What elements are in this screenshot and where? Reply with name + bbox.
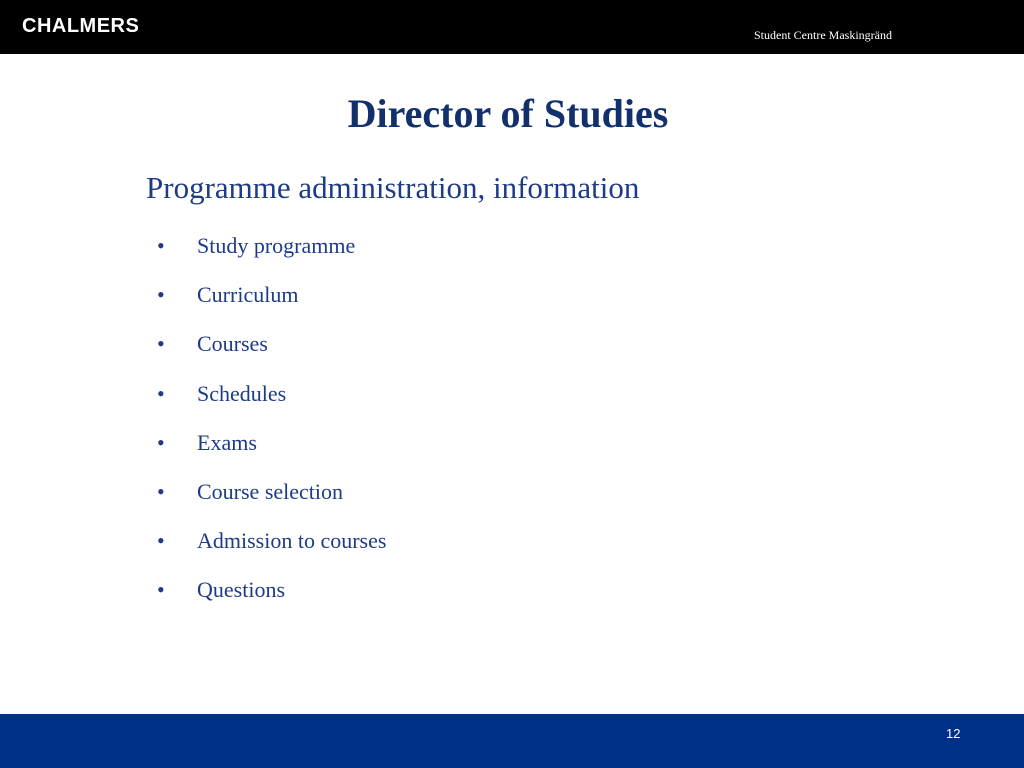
list-item bbox=[0, 476, 600, 525]
header-bar bbox=[0, 0, 1024, 54]
list-item bbox=[0, 574, 600, 623]
list-item-text: Questions bbox=[197, 577, 285, 603]
bullet-icon: • bbox=[157, 331, 165, 357]
list-item bbox=[0, 279, 600, 328]
header-caption: Student Centre Maskingränd bbox=[754, 28, 892, 42]
bullet-icon: • bbox=[157, 528, 165, 554]
chalmers-logo: CHALMERS bbox=[22, 15, 140, 37]
footer-bar bbox=[0, 714, 1024, 768]
bullet-icon: • bbox=[157, 233, 165, 258]
bullet-icon: • bbox=[157, 478, 165, 504]
list-item bbox=[0, 525, 600, 574]
list-item bbox=[0, 427, 600, 476]
list-item bbox=[0, 328, 600, 377]
list-item bbox=[0, 378, 600, 427]
bullet-icon: • bbox=[157, 282, 165, 308]
list-item-text: Study programme bbox=[197, 233, 356, 258]
list-item bbox=[0, 230, 600, 279]
list-item-text: Schedules bbox=[197, 380, 287, 406]
list-item-text: Exams bbox=[197, 429, 257, 455]
bullet-icon: • bbox=[157, 577, 165, 603]
list-item-text: Courses bbox=[197, 331, 268, 357]
list-item-text: Admission to courses bbox=[197, 528, 387, 554]
list-item-text: Course selection bbox=[197, 478, 344, 504]
bullet-icon: • bbox=[157, 380, 165, 406]
page-number: 12 bbox=[946, 726, 961, 741]
list-item-text: Curriculum bbox=[197, 282, 299, 308]
bullet-list bbox=[0, 230, 600, 624]
bullet-icon: • bbox=[157, 429, 165, 455]
slide-title: Director of Studies bbox=[347, 91, 669, 136]
slide-subtitle: Programme administration, information bbox=[146, 170, 640, 205]
